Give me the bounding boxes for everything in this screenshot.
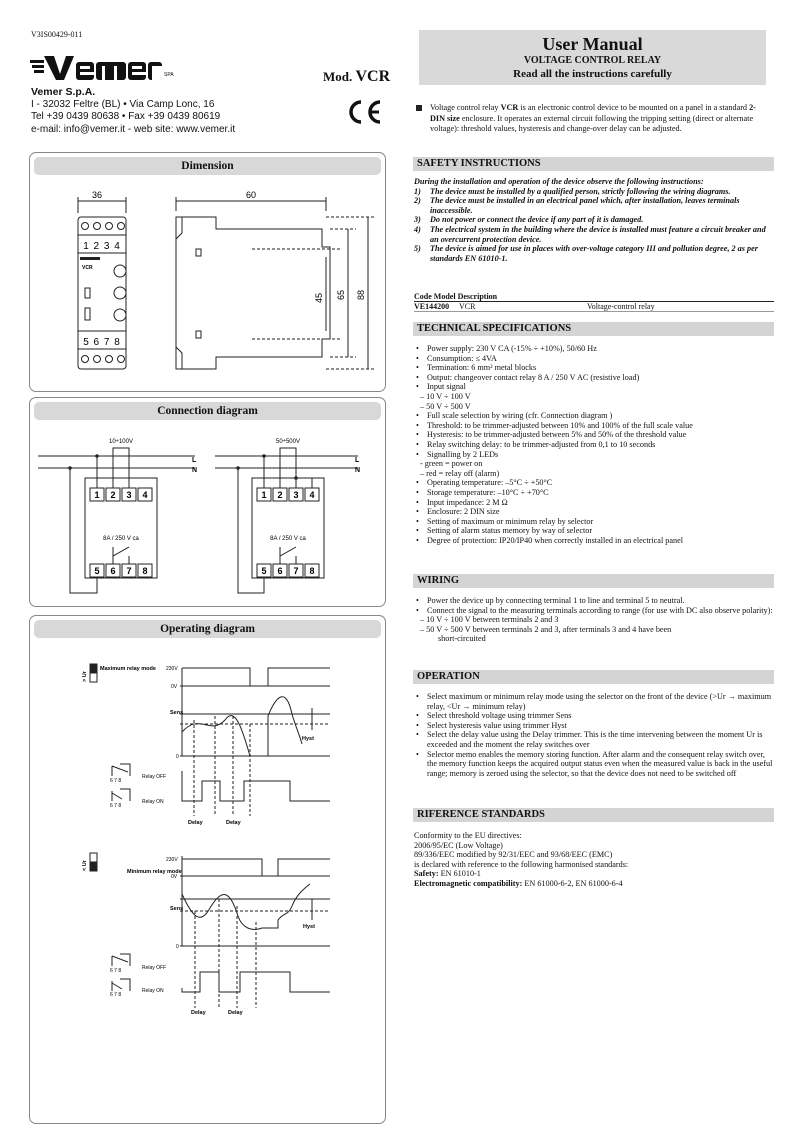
- safety-item: 2) The device must be installed in an electrical panel which, after installation, leaves terminals inaccessible.: [414, 196, 740, 215]
- list-item: • Termination: 6 mm² metal blocks: [414, 363, 774, 373]
- safety-item: 5) The device is aimed for use in places with over-voltage category III and pollution degree, 2 as per standards EN 61010-1.: [414, 244, 758, 263]
- reference-line: 2006/95/EC (Low Voltage): [414, 840, 503, 850]
- ur-gt-label: > Ur: [82, 671, 88, 682]
- list-item: • Select threshold voltage using trimmer Sens: [414, 711, 774, 721]
- safety-standard: Safety: EN 61010-1: [414, 869, 481, 879]
- connection-title: Connection diagram: [34, 402, 381, 420]
- svg-text:6 7 8: 6 7 8: [110, 778, 122, 784]
- dim-height-65: 65: [336, 289, 346, 301]
- v230-max: 230V: [166, 666, 178, 672]
- manual-header: [419, 30, 766, 85]
- wiring-heading: WIRING: [413, 574, 774, 588]
- svg-text:6: 6: [277, 566, 283, 576]
- max-mode-label: Maximum relay mode: [100, 666, 156, 672]
- list-item: • Input signal: [414, 382, 774, 392]
- dimension-title: Dimension: [34, 157, 381, 175]
- connection-panel: [29, 397, 386, 607]
- list-item: – red = relay off (alarm): [420, 468, 500, 478]
- list-item: • Input impedance: 2 M Ω: [414, 498, 774, 508]
- svg-text:6 7 8: 6 7 8: [110, 968, 122, 974]
- list-item: - green = power on: [420, 459, 483, 469]
- wiring-list: [414, 596, 774, 644]
- svg-text:3: 3: [293, 490, 299, 500]
- zero-max: 0: [176, 754, 179, 760]
- tech-list: [414, 344, 774, 545]
- svg-text:3: 3: [126, 490, 132, 500]
- relay-off-min: Relay OFF: [142, 965, 167, 971]
- list-item: • Select hysteresis value using trimmer Hyst: [414, 721, 774, 731]
- range-50-500: 50÷500V: [276, 439, 300, 445]
- range-10-100: 10÷100V: [109, 439, 133, 445]
- line-label-left: L: [192, 457, 197, 464]
- list-item: • Signalling by 2 LEDs: [414, 450, 774, 460]
- svg-text:6: 6: [110, 566, 116, 576]
- dim-width-36: 36: [91, 190, 103, 200]
- reference-line: Conformity to the EU directives:: [414, 831, 522, 840]
- manual-title: User Manual: [542, 34, 643, 54]
- list-item: • Select maximum or minimum relay mode using the selector on the front of the device (>Ur → maximum relay, <Ur → minimum relay): [414, 692, 774, 711]
- company-phone: Tel +39 0439 80638 • Fax +39 0439 80619: [31, 111, 221, 122]
- code-table-row: VE144200 VCR Voltage-control relay: [414, 302, 774, 312]
- min-mode-label: Minimum relay mode: [127, 869, 182, 875]
- list-item: • Power the device up by connecting terminal 1 to line and terminal 5 to neutral.: [414, 596, 774, 606]
- svg-text:7: 7: [293, 566, 299, 576]
- sens-label-min: Sens: [170, 906, 184, 912]
- list-item: • Setting of maximum or minimum relay by selector: [414, 517, 774, 527]
- list-item: • Full scale selection by wiring (cfr. Connection diagram ): [414, 411, 774, 421]
- operating-title: Operating diagram: [34, 620, 381, 638]
- svg-text:8: 8: [309, 566, 315, 576]
- ce-mark-icon: [346, 98, 386, 126]
- delay-label-3: Delay: [191, 1010, 206, 1016]
- svg-text:2: 2: [277, 490, 283, 500]
- svg-text:2: 2: [110, 490, 116, 500]
- company-web: e-mail: info@vemer.it - web site: www.vemer.it: [31, 123, 236, 135]
- operating-drawing: [30, 616, 385, 1123]
- sens-label-max: Sens: [170, 710, 184, 716]
- list-item: • Output: changeover contact relay 8 A / 250 V AC (resistive load): [414, 373, 774, 383]
- company-address: I - 32032 Feltre (BL) • Via Camp Lonc, 16: [31, 98, 215, 110]
- list-item: • Threshold: to be trimmer-adjusted between 10% and 100% of the full scale value: [414, 421, 774, 431]
- operation-list: [414, 692, 774, 778]
- list-item: • Selector memo enables the memory storing function. After alarm and the consequent relay switch over, the memory function keeps the acquired output status even when the measured value is back in the useful range; memory is zeroed using the selector, so that the device does not need to be switched off: [414, 750, 774, 779]
- dim-height-88: 88: [356, 289, 366, 301]
- bullet-square-icon: [416, 105, 422, 111]
- company-name: Vemer S.p.A.: [31, 86, 96, 98]
- connection-drawing: [30, 398, 385, 606]
- top-terminals: 1 2 3 4: [83, 241, 121, 252]
- list-item: short-circuited: [438, 634, 486, 644]
- relay-off-max: Relay OFF: [142, 774, 167, 780]
- v0-min: 0V: [171, 874, 178, 880]
- safety-item: 1) The device must be installed by a qualified person, strictly following the wiring diagrams.: [414, 186, 731, 196]
- model-prefix: Mod.: [323, 69, 353, 84]
- list-item: • Connect the signal to the measuring terminals according to range (for use with DC also observe polarity):: [414, 606, 774, 616]
- list-item: • Setting of alarm status memory by way of selector: [414, 526, 774, 536]
- vemer-logo: [30, 52, 172, 82]
- list-item: • Relay switching delay: to be trimmer-adjusted from 0,1 to 10 seconds: [414, 440, 774, 450]
- svg-text:4: 4: [309, 490, 315, 500]
- list-item: – 10 V ÷ 100 V: [420, 391, 471, 401]
- v0-max: 0V: [171, 684, 178, 690]
- document-code: V3IS00429-011: [31, 30, 83, 39]
- delay-label-4: Delay: [228, 1010, 243, 1016]
- safety-lead: During the installation and operation of the device observe the following instructions:: [414, 177, 704, 186]
- list-item: – 10 V ÷ 100 V between terminals 2 and 3: [420, 615, 559, 625]
- svg-text:1: 1: [261, 490, 267, 500]
- svg-text:6 7 8: 6 7 8: [110, 992, 122, 998]
- relay-on-min: Relay ON: [142, 988, 164, 994]
- relay-on-max: Relay ON: [142, 799, 164, 805]
- svg-text:8: 8: [142, 566, 148, 576]
- list-item: • Power supply: 230 V CA (-15% ÷ +10%), 50/60 Hz: [414, 344, 774, 354]
- safety-item: 4) The electrical system in the building where the device is installed must feature a circuit breaker and an overcurrent protection device.: [414, 224, 766, 244]
- svg-text:7: 7: [126, 566, 132, 576]
- relay-rating-right: 8A / 250 V ca: [270, 536, 306, 542]
- reference-heading: RIFERENCE STANDARDS: [413, 808, 774, 822]
- manual-note: Read all the instructions carefully: [513, 68, 672, 80]
- list-item: • Enclosure: 2 DIN size: [414, 507, 774, 517]
- list-item: – 50 V ÷ 500 V between terminals 2 and 3, after terminals 3 and 4 have been: [420, 624, 672, 634]
- ur-lt-label: < Ur: [82, 860, 88, 871]
- hyst-label-min: Hyst: [303, 924, 315, 930]
- code-table-header: Code Model Description: [414, 292, 774, 302]
- list-item: • Hysteresis: to be trimmer-adjusted between 5% and 50% of the threshold value: [414, 430, 774, 440]
- manual-subtitle: VOLTAGE CONTROL RELAY: [523, 55, 662, 66]
- delay-label-2: Delay: [226, 820, 241, 826]
- reference-text: [414, 831, 774, 889]
- safety-heading: SAFETY INSTRUCTIONS: [413, 157, 774, 171]
- line-label-right: L: [355, 457, 360, 464]
- emc-standard: Electromagnetic compatibility: EN 61000-6-2, EN 61000-6-4: [414, 878, 623, 888]
- relay-rating-left: 8A / 250 V ca: [103, 536, 139, 542]
- reference-line: 89/336/EEC modified by 92/31/EEC and 93/68/EEC (EMC): [414, 850, 613, 860]
- zero-min: 0: [176, 944, 179, 950]
- hyst-label-max: Hyst: [302, 736, 314, 742]
- bottom-terminals: 5 6 7 8: [83, 337, 121, 348]
- list-item: • Operating temperature: –5°C ÷ +50°C: [414, 478, 774, 488]
- list-item: • Consumption: ≤ 4VA: [414, 354, 774, 364]
- neutral-label-left: N: [192, 467, 198, 474]
- operation-heading: OPERATION: [413, 670, 774, 684]
- dim-height-45: 45: [314, 292, 324, 304]
- dim-width-60: 60: [245, 190, 257, 200]
- v230-min: 230V: [166, 857, 178, 863]
- list-item: • Degree of protection: IP20/IP40 when correctly installed in an electrical panel: [414, 536, 774, 546]
- safety-item: 3) Do not power or connect the device if any part of it is damaged.: [414, 215, 644, 225]
- safety-list: [414, 177, 774, 263]
- dimension-panel: [29, 152, 386, 392]
- neutral-label-right: N: [355, 467, 361, 474]
- reference-line: is declared with reference to the following harmonised standards:: [414, 859, 629, 869]
- list-item: • Select the delay value using the Delay trimmer. This is the time intervening between the moment Ur is exceeded and the moment the relay switches over: [414, 730, 774, 749]
- svg-text:6 7 8: 6 7 8: [110, 803, 122, 809]
- model-label: [323, 68, 390, 86]
- svg-text:1: 1: [94, 490, 100, 500]
- dimension-drawing: [30, 153, 385, 391]
- model-name: VCR: [355, 68, 391, 85]
- svg-text:4: 4: [142, 490, 148, 500]
- tech-heading: TECHNICAL SPECIFICATIONS: [413, 322, 774, 336]
- company-info: [31, 86, 235, 136]
- front-model: VCR: [82, 265, 93, 271]
- list-item: • Storage temperature: –10°C ÷ +70°C: [414, 488, 774, 498]
- operating-panel: [29, 615, 386, 1124]
- list-item: – 50 V ÷ 500 V: [420, 401, 471, 411]
- svg-text:SPA: SPA: [164, 72, 174, 78]
- code-table: [414, 292, 774, 312]
- svg-text:5: 5: [94, 566, 100, 576]
- delay-label-1: Delay: [188, 820, 203, 826]
- svg-text:5: 5: [261, 566, 267, 576]
- intro-paragraph: Voltage control relay VCR is an electronic control device to be mounted on a panel in a standard 2-DIN size enclosure. It operates an external circuit following the tripping setting (direct or alternate voltage): threshold values, hysteresis and change-over delay can be adjusted.: [416, 103, 768, 135]
